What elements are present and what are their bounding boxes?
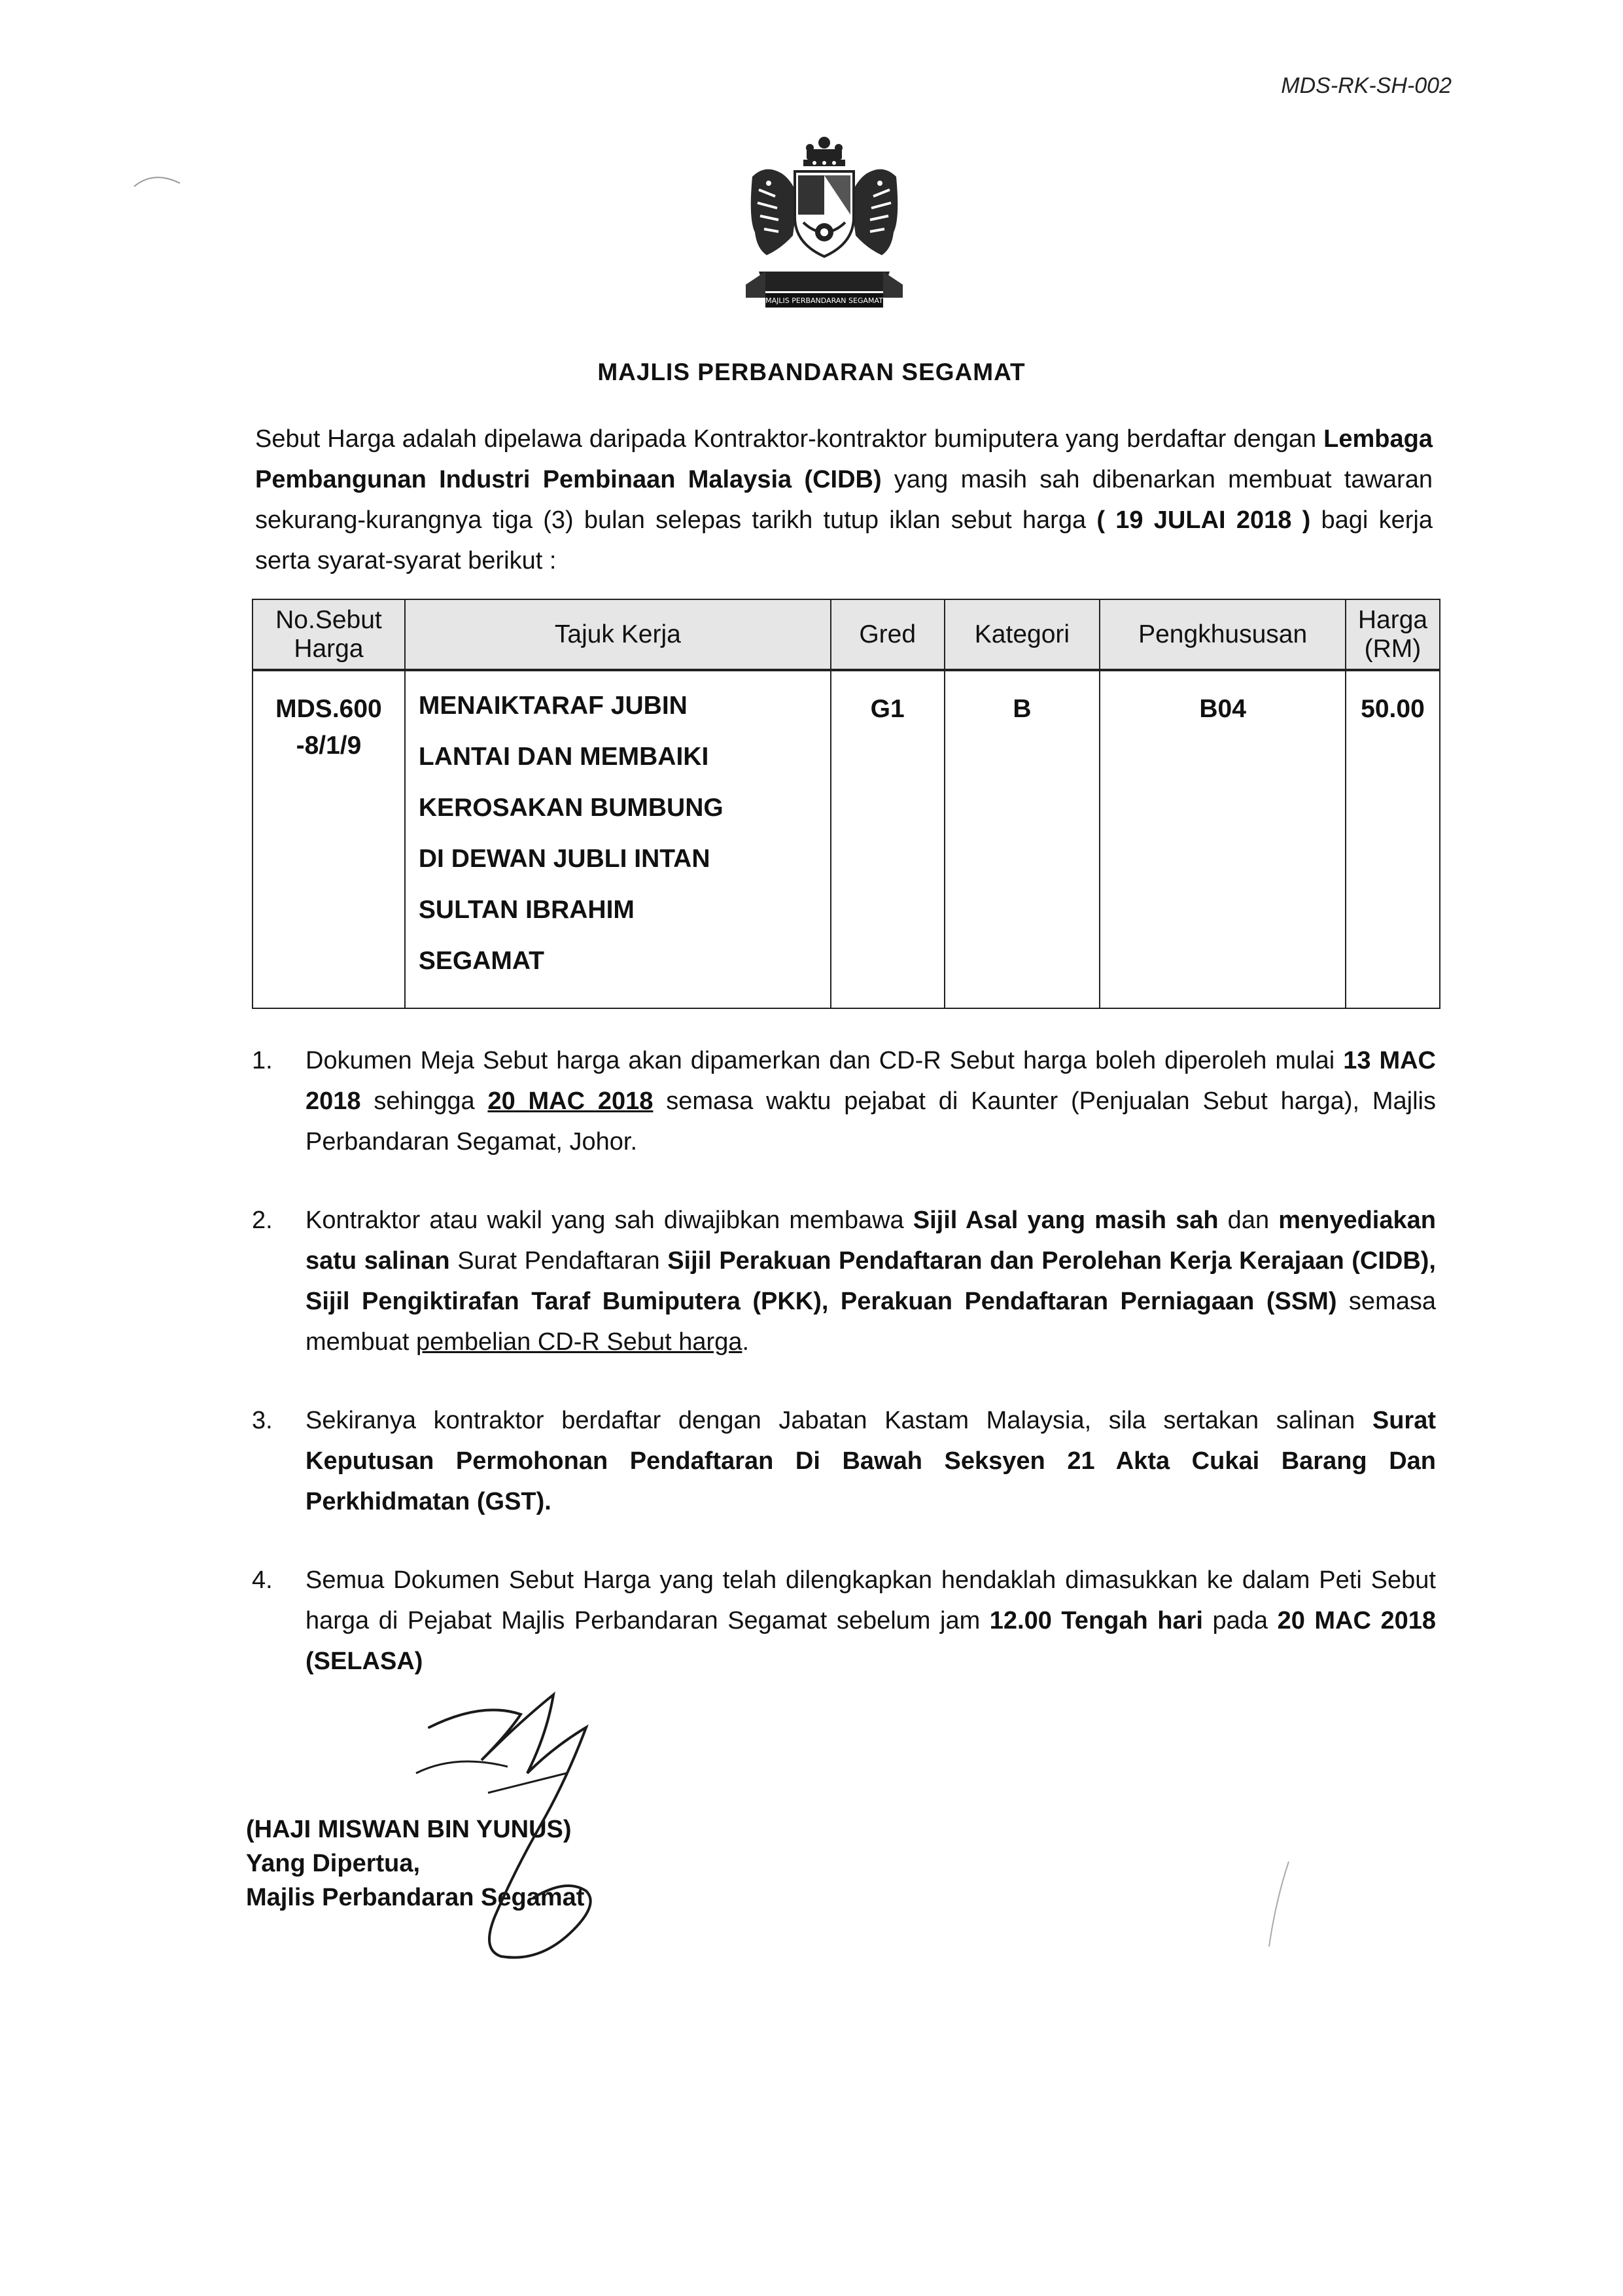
intro-text-1: Sebut Harga adalah dipelawa daripada Kontraktor-kontraktor bumiputera yang berdaftar dengan (255, 425, 1324, 453)
scan-mark-decoration (131, 167, 183, 193)
signatory-name: (HAJI MISWAN BIN YUNUS) (246, 1816, 572, 1843)
municipal-crest-icon (733, 131, 916, 327)
intro-text-2: yang masih sah dibenarkan membuat tawaran sekurang-kurangnya tiga (3) bulan selepas tarikh tutup iklan sebut harga (255, 466, 1433, 534)
cell-pengkhususan: B04 (1100, 671, 1346, 1008)
crest-ribbon-text: MAJLIS PERBANDARAN SEGAMAT (765, 296, 883, 305)
intro-bold-cidb: Lembaga Pembangunan Industri Pembinaan Malaysia (CIDB) (255, 425, 1433, 493)
item-number: 2. (252, 1207, 273, 1234)
signatory-organization: Majlis Perbandaran Segamat (246, 1884, 585, 1911)
handwritten-signature-icon (390, 1688, 691, 2002)
quotation-table (252, 599, 1440, 1009)
organization-title: MAJLIS PERBANDARAN SEGAMAT (597, 359, 1026, 385)
cell-gred: G1 (831, 671, 945, 1008)
table-header-row (253, 599, 1440, 669)
header-no-sebut-harga: No.Sebut Harga (253, 599, 405, 669)
header-pengkhususan: Pengkhususan (1100, 599, 1346, 669)
underlined-purchase: pembelian CD-R Sebut harga (415, 1328, 742, 1356)
cell-kategori: B (945, 671, 1100, 1008)
condition-item-1: 1. Dokumen Meja Sebut harga akan dipamerkan dan CD-R Sebut harga boleh diperoleh mulai 13 MAC 2018 sehingga 20 MAC 2018 semasa waktu pejabat di Kaunter (Penjualan Sebut harga), Majlis Perbandaran Segamat, Johor. (252, 1040, 1436, 1162)
cell-harga: 50.00 (1346, 671, 1440, 1008)
cell-no-sebut-harga: MDS.600 -8/1/9 (253, 671, 405, 1008)
item-number: 4. (252, 1566, 273, 1594)
intro-paragraph (255, 419, 1433, 581)
header-tajuk-kerja: Tajuk Kerja (405, 599, 831, 669)
intro-text-3: bagi kerja serta syarat-syarat berikut : (255, 506, 1433, 574)
intro-bold-date: ( 19 JULAI 2018 ) (1096, 506, 1311, 534)
condition-item-4: 4. Semua Dokumen Sebut Harga yang telah dilengkapkan hendaklah dimasukkan ke dalam Peti Sebut harga di Pejabat Majlis Perbandaran Segamat sebelum jam 12.00 Tengah hari pada 20 MAC 2018 (SELASA) (252, 1560, 1436, 1682)
signature-block (246, 1786, 835, 2035)
signatory-title: Yang Dipertua, (246, 1850, 421, 1877)
document-reference: MDS-RK-SH-002 (1281, 73, 1452, 98)
conditions-list (252, 1040, 1436, 1720)
condition-item-3: 3. Sekiranya kontraktor berdaftar dengan Jabatan Kastam Malaysia, sila sertakan salinan Surat Keputusan Permohonan Pendaftaran Di Bawah Seksyen 21 Akta Cukai Barang Dan Perkhidmatan (GST). (252, 1400, 1436, 1522)
underlined-date: 20 MAC 2018 (487, 1087, 654, 1115)
item-number: 1. (252, 1047, 273, 1074)
header-harga: Harga (RM) (1346, 599, 1440, 669)
table-row (253, 671, 1440, 1008)
header-kategori: Kategori (945, 599, 1100, 669)
item-number: 3. (252, 1407, 273, 1434)
scan-mark-decoration (1263, 1858, 1302, 1950)
cell-tajuk-kerja: MENAIKTARAF JUBIN LANTAI DAN MEMBAIKI KEROSAKAN BUMBUNG DI DEWAN JUBLI INTAN SULTAN IBRAHIM SEGAMAT (405, 671, 831, 1008)
condition-item-2: 2. Kontraktor atau wakil yang sah diwajibkan membawa Sijil Asal yang masih sah dan menyediakan satu salinan Surat Pendaftaran Sijil Perakuan Pendaftaran dan Perolehan Kerja Kerajaan (CIDB), Sijil Pengiktirafan Taraf Bumiputera (PKK), Perakuan Pendaftaran Perniagaan (SSM) semasa membuat pembelian CD-R Sebut harga. (252, 1200, 1436, 1362)
header-gred: Gred (831, 599, 945, 669)
